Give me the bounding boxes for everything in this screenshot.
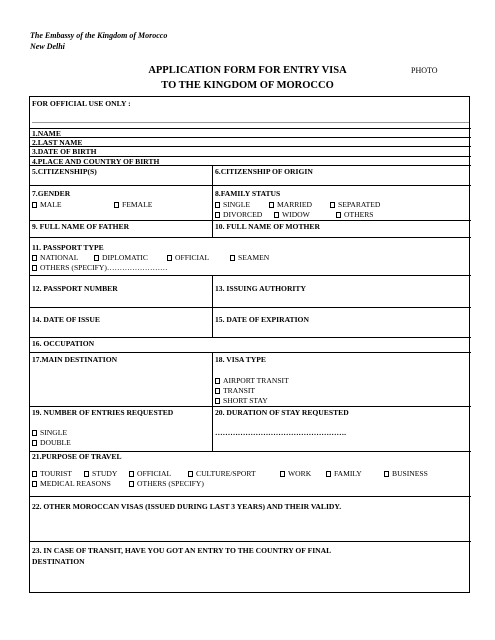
- checkbox-icon[interactable]: [32, 202, 37, 208]
- form-title-line1: APPLICATION FORM FOR ENTRY VISA: [148, 65, 347, 76]
- passport-national-option[interactable]: NATIONAL: [32, 253, 78, 262]
- purpose-tourist-option[interactable]: TOURIST: [32, 469, 72, 478]
- official-use-line: [32, 122, 469, 123]
- checkbox-icon[interactable]: [230, 255, 235, 261]
- gender-female-option[interactable]: FEMALE: [114, 200, 152, 209]
- citizenship-origin-field[interactable]: 6.CITIZENSHIP OF ORIGIN: [215, 167, 313, 176]
- citizenship-field[interactable]: 5.CITIZENSHIP(S): [32, 167, 97, 176]
- checkbox-icon[interactable]: [215, 378, 220, 384]
- checkbox-icon[interactable]: [32, 481, 37, 487]
- row-divider: [30, 185, 471, 186]
- family-others-option[interactable]: OTHERS: [336, 210, 374, 219]
- transit-question-line2: DESTINATION: [32, 557, 85, 566]
- checkbox-icon[interactable]: [32, 440, 37, 446]
- last-name-field[interactable]: 2.LAST NAME: [32, 138, 83, 147]
- purpose-official-option[interactable]: OFFICIAL: [129, 469, 171, 478]
- checkbox-icon[interactable]: [215, 212, 220, 218]
- row-divider: [30, 406, 471, 407]
- row-divider: [30, 220, 471, 221]
- purpose-business-option[interactable]: BUSINESS: [384, 469, 428, 478]
- checkbox-icon[interactable]: [32, 265, 37, 271]
- row-divider: [30, 275, 471, 276]
- checkbox-icon[interactable]: [32, 430, 37, 436]
- gender-male-option[interactable]: MALE: [32, 200, 62, 209]
- visa-transit-option[interactable]: TRANSIT: [215, 386, 255, 395]
- passport-seamen-option[interactable]: SEAMEN: [230, 253, 269, 262]
- passport-official-option[interactable]: OFFICIAL: [167, 253, 209, 262]
- father-name-field[interactable]: 9. FULL NAME OF FATHER: [32, 222, 130, 231]
- checkbox-icon[interactable]: [94, 255, 99, 261]
- issuing-authority-field[interactable]: 13. ISSUING AUTHORITY: [215, 284, 306, 293]
- transit-question-line1[interactable]: 23. IN CASE OF TRANSIT, HAVE YOU GOT AN ENTRY TO THE COUNTRY OF FINAL: [32, 546, 332, 555]
- row-divider: [30, 541, 471, 542]
- date-of-birth-field[interactable]: 3.DATE OF BIRTH: [32, 147, 97, 156]
- checkbox-icon[interactable]: [269, 202, 274, 208]
- passport-others-option[interactable]: OTHERS (SPECIFY)……………………: [32, 263, 168, 272]
- entries-double-option[interactable]: DOUBLE: [32, 438, 71, 447]
- row-divider: [30, 137, 471, 138]
- purpose-others-option[interactable]: OTHERS (SPECIFY): [129, 479, 204, 488]
- checkbox-icon[interactable]: [84, 471, 89, 477]
- column-divider: [212, 165, 213, 237]
- entries-single-option[interactable]: SINGLE: [32, 428, 67, 437]
- duration-of-stay-field[interactable]: …………………………………………….: [215, 428, 346, 437]
- embassy-name: The Embassy of the Kingdom of Morocco: [30, 31, 168, 40]
- date-of-expiration-field[interactable]: 15. DATE OF EXPIRATION: [215, 315, 309, 324]
- photo-label: PHOTO: [411, 66, 438, 75]
- checkbox-icon[interactable]: [336, 212, 341, 218]
- column-divider: [212, 275, 213, 337]
- mother-name-field[interactable]: 10. FULL NAME OF MOTHER: [215, 222, 320, 231]
- family-status-label: 8.FAMILY STATUS: [215, 189, 281, 198]
- row-divider: [30, 337, 471, 338]
- passport-diplomatic-option[interactable]: DIPLOMATIC: [94, 253, 148, 262]
- visa-application-form: [29, 96, 470, 593]
- checkbox-icon[interactable]: [129, 471, 134, 477]
- duration-of-stay-label: 20. DURATION OF STAY REQUESTED: [215, 408, 349, 417]
- column-divider: [212, 352, 213, 451]
- name-field[interactable]: 1.NAME: [32, 129, 61, 138]
- checkbox-icon[interactable]: [215, 398, 220, 404]
- row-divider: [30, 237, 471, 238]
- purpose-study-option[interactable]: STUDY: [84, 469, 117, 478]
- embassy-city: New Delhi: [30, 42, 65, 51]
- checkbox-icon[interactable]: [274, 212, 279, 218]
- checkbox-icon[interactable]: [384, 471, 389, 477]
- purpose-work-option[interactable]: WORK: [280, 469, 311, 478]
- family-widow-option[interactable]: WIDOW: [274, 210, 310, 219]
- family-single-option[interactable]: SINGLE: [215, 200, 250, 209]
- purpose-culture-sport-option[interactable]: CULTURE/SPORT: [188, 469, 256, 478]
- family-married-option[interactable]: MARRIED: [269, 200, 312, 209]
- checkbox-icon[interactable]: [188, 471, 193, 477]
- place-of-birth-field[interactable]: 4.PLACE AND COUNTRY OF BIRTH: [32, 157, 160, 166]
- checkbox-icon[interactable]: [32, 471, 37, 477]
- checkbox-icon[interactable]: [326, 471, 331, 477]
- row-divider: [30, 352, 471, 353]
- visa-short-stay-option[interactable]: SHORT STAY: [215, 396, 268, 405]
- gender-label: 7.GENDER: [32, 189, 71, 198]
- checkbox-icon[interactable]: [215, 202, 220, 208]
- other-visas-field[interactable]: 22. OTHER MOROCCAN VISAS (ISSUED DURING LAST 3 YEARS) AND THEIR VALIDY.: [32, 502, 342, 511]
- visa-airport-transit-option[interactable]: AIRPORT TRANSIT: [215, 376, 289, 385]
- purpose-medical-option[interactable]: MEDICAL REASONS: [32, 479, 111, 488]
- checkbox-icon[interactable]: [129, 481, 134, 487]
- occupation-field[interactable]: 16. OCCUPATION: [32, 339, 95, 348]
- main-destination-field[interactable]: 17.MAIN DESTINATION: [32, 355, 118, 364]
- purpose-of-travel-label: 21.PURPOSE OF TRAVEL: [32, 452, 122, 461]
- checkbox-icon[interactable]: [280, 471, 285, 477]
- checkbox-icon[interactable]: [330, 202, 335, 208]
- family-divorced-option[interactable]: DIVORCED: [215, 210, 262, 219]
- row-divider: [30, 496, 471, 497]
- checkbox-icon[interactable]: [215, 388, 220, 394]
- family-separated-option[interactable]: SEPARATED: [330, 200, 380, 209]
- checkbox-icon[interactable]: [114, 202, 119, 208]
- checkbox-icon[interactable]: [167, 255, 172, 261]
- passport-type-label: 11. PASSPORT TYPE: [32, 243, 104, 252]
- form-title-line2: TO THE KINGDOM OF MOROCCO: [161, 80, 334, 91]
- visa-type-label: 18. VISA TYPE: [215, 355, 266, 364]
- checkbox-icon[interactable]: [32, 255, 37, 261]
- row-divider: [30, 307, 471, 308]
- row-divider: [30, 128, 471, 129]
- official-use-label: FOR OFFICIAL USE ONLY :: [32, 99, 131, 108]
- passport-number-field[interactable]: 12. PASSPORT NUMBER: [32, 284, 118, 293]
- date-of-issue-field[interactable]: 14. DATE OF ISSUE: [32, 315, 100, 324]
- entries-requested-label: 19. NUMBER OF ENTRIES REQUESTED: [32, 408, 174, 417]
- purpose-family-option[interactable]: FAMILY: [326, 469, 362, 478]
